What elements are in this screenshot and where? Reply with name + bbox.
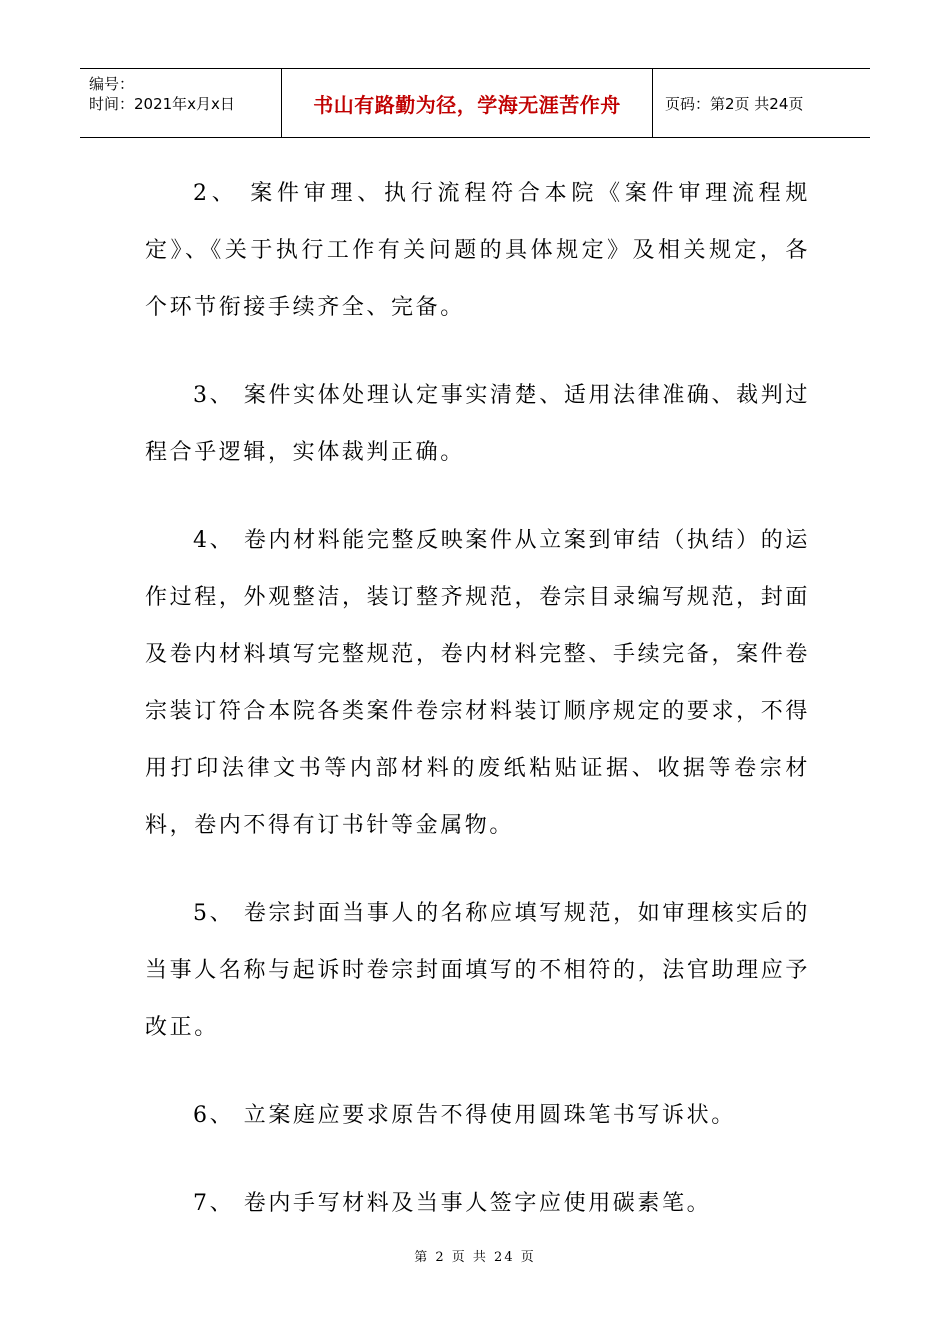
paragraph-item-2: 2、 案件审理、执行流程符合本院《案件审理流程规定》、《关于执行工作有关问题的具体规定》及相关规定，各个环节衔接手续齐全、完备。 — [145, 181, 810, 320]
header-page-info: 页码：第2页 共24页 — [665, 94, 804, 113]
header-meta — [80, 69, 282, 137]
paragraph-item-3: 3、 案件实体处理认定事实清楚、适用法律准确、裁判过程合乎逻辑，实体裁判正确。 — [145, 383, 810, 465]
page-footer: 第 2 页 共 24 页 — [414, 1250, 536, 1265]
paragraph-item-4: 4、 卷内材料能完整反映案件从立案到审结（执结）的运作过程，外观整洁，装订整齐规范，卷宗目录编写规范，封面及卷内材料填写完整规范，卷内材料完整、手续完备，案件卷宗装订符合本院各类案件卷宗材料装订顺序规定的要求，不得用打印法律文书等内部材料的废纸粘贴证据、收据等卷宗材料，卷内不得有订书针等金属物。 — [145, 528, 810, 838]
header-motto: 书山有路勤为径，学海无涯苦作舟 — [282, 69, 653, 137]
paragraph-item-5: 5、 卷宗封面当事人的名称应填写规范，如审理核实后的当事人名称与起诉时卷宗封面填写的不相符的，法官助理应予改正。 — [145, 901, 810, 1040]
document-number-label: 编号： — [89, 75, 135, 93]
document-time-label: 时间：2021年x月x日 — [89, 95, 235, 113]
document-body — [145, 165, 810, 1263]
paragraph-item-7: 7、 卷内手写材料及当事人签字应使用碳素笔。 — [193, 1191, 712, 1216]
page-header — [80, 68, 870, 138]
paragraph-item-6: 6、 立案庭应要求原告不得使用圆珠笔书写诉状。 — [193, 1103, 736, 1128]
